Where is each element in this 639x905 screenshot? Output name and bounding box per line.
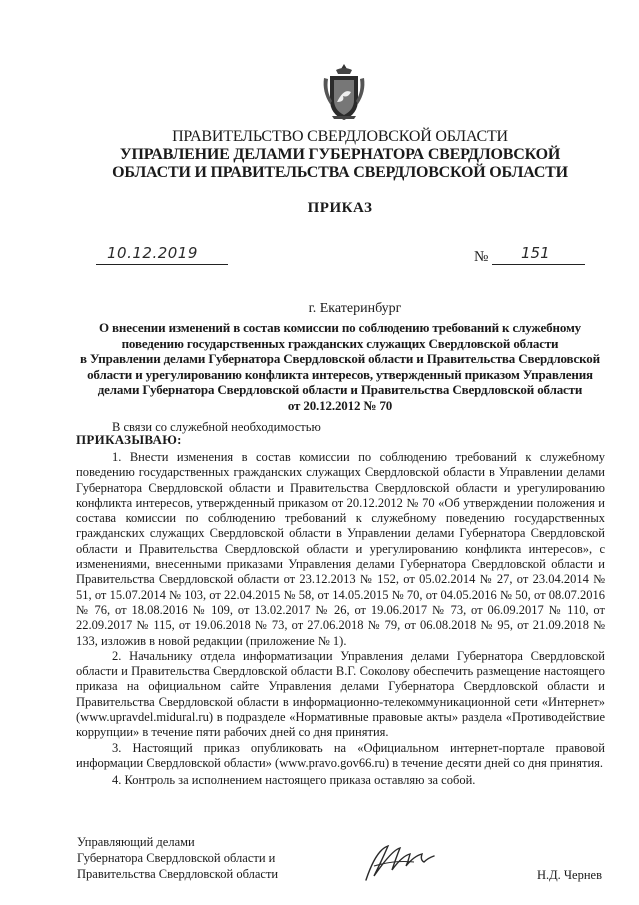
department-line-2: ОБЛАСТИ И ПРАВИТЕЛЬСТВА СВЕРДЛОВСКОЙ ОБЛАСТИ — [112, 164, 568, 181]
subject-line: делами Губернатора Свердловской области и Правительства Свердловской области — [97, 382, 583, 397]
department-line-1: УПРАВЛЕНИЕ ДЕЛАМИ ГУБЕРНАТОРА СВЕРДЛОВСКОЙ — [119, 146, 561, 163]
document-subject — [70, 320, 610, 413]
subject-line: поведению государственных гражданских служащих Свердловской области — [121, 335, 559, 351]
government-name: ПРАВИТЕЛЬСТВО СВЕРДЛОВСКОЙ ОБЛАСТИ — [172, 128, 508, 145]
subject-line: области и урегулированию конфликта интересов, утвержденный приказом Управления — [87, 366, 593, 382]
order-word: ПРИКАЗЫВАЮ: — [76, 432, 182, 447]
handwritten-signature — [360, 836, 442, 884]
order-paragraph-3: 3. Настоящий приказ опубликовать на «Официальном интернет-портале правовой информации Свердловской области» (www.pravo.gov66.ru) в течение десяти дней со дня принятия. — [76, 740, 605, 770]
position-line-2: Губернатора Свердловской области и — [77, 851, 276, 865]
city: г. Екатеринбург — [308, 301, 402, 316]
order-paragraph-4: 4. Контроль за исполнением настоящего приказа оставляю за собой. — [112, 773, 476, 788]
subject-line: от 20.12.2012 № 70 — [287, 397, 393, 413]
document-date: 10.12.2019 — [107, 244, 198, 262]
signatory-position — [77, 834, 278, 882]
order-paragraph-2: 2. Начальнику отдела информатизации Управления делами Губернатора Свердловской области и Правительства Свердловской области В.Г. Соколову обеспечить размещение настоящего приказа на официальном сайте Управления делами Губернатора Свердловской области и Правительства Свердловской области в информационно-телекоммуникационной сети «Интернет» (www.upravdel.midural.ru) в подразделе «Нормативные правовые акты» раздела «Противодействие коррупции» в течение пяти рабочих дней со дня принятия. — [76, 648, 605, 740]
signer-name: Н.Д. Чернев — [537, 868, 602, 882]
document-type: ПРИКАЗ — [307, 200, 373, 216]
position-line-3: Правительства Свердловской области — [77, 867, 279, 881]
coat-of-arms-icon — [322, 62, 366, 122]
subject-line: О внесении изменений в состав комиссии по соблюдению требований к служебному — [99, 320, 581, 335]
order-body — [76, 450, 605, 789]
document-number: 151 — [521, 244, 550, 262]
intro-text: В связи со служебной необходимостью — [112, 420, 321, 434]
order-paragraph-1: 1. Внести изменения в состав комиссии по соблюдению требований к служебному поведению государственных гражданских служащих Свердловской области в Управлении делами Губернатора Свердловской области и Правительства Свердловской области и урегулированию конфликта интересов, утвержденный приказом от 20.12.2012 № 70 «Об утверждении положения и состава комиссии по соблюдению требований к служебному поведению государственных гражданских служащих Свердловской области в Управлении делами Губернатора Свердловской области и Правительства Свердловской области и урегулированию конфликта интересов», с изменениями, внесенными приказами Управления делами Губернатора Свердловской области и Правительства Свердловской области от 23.12.2013 № 152, от 05.02.2014 № 27, от 23.04.2014 № 51, от 15.07.2014 № 103, от 22.04.2015 № 58, от 14.05.2015 № 70, от 04.05.2016 № 50, от 08.07.2016 № 76, от 18.08.2016 № 109, от 13.02.2017 № 26, от 19.06.2017 № 73, от 06.09.2017 № 110, от 22.09.2017 № 115, от 19.06.2018 № 73, от 27.06.2018 № 79, от 06.08.2018 № 95, от 21.09.2018 № 133, изложив в новой редакции (приложение № 1). — [76, 450, 605, 648]
department-name — [40, 146, 639, 182]
number-label: № — [474, 249, 489, 265]
subject-line: в Управлении делами Губернатора Свердловской области и Правительства Свердловской — [79, 351, 600, 366]
position-line-1: Управляющий делами — [77, 835, 195, 849]
